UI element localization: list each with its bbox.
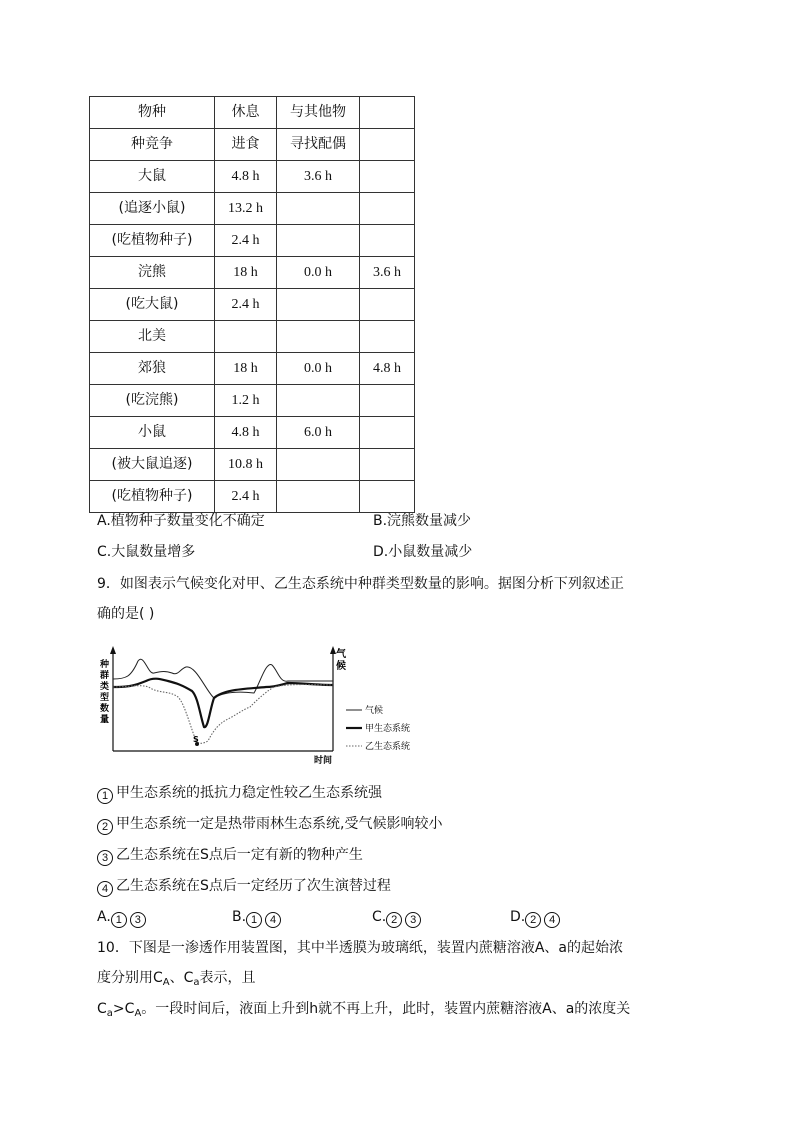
- table-row: [90, 289, 415, 321]
- table-cell: [360, 129, 415, 161]
- table-cell: 13.2 h: [215, 193, 277, 225]
- option-letter: D.: [510, 909, 526, 925]
- q9-figure: [96, 643, 436, 768]
- text: C: [97, 1001, 107, 1017]
- statement-text: 甲生态系统一定是热带雨林生态系统,受气候影响较小: [116, 816, 443, 832]
- figure-ylabel-right: [336, 647, 347, 672]
- circled-number: 3: [97, 850, 113, 866]
- table-cell: 北美: [90, 321, 215, 353]
- q10-stem-line2: [97, 968, 256, 993]
- table-row: [90, 257, 415, 289]
- text: 。一段时间后，液面上升到h就不再上升，此时，装置内蔗糖溶液A、a的浓度关: [141, 1001, 631, 1017]
- circled-number: 2: [386, 912, 402, 928]
- text: >C: [112, 1001, 135, 1017]
- text: 表示，且: [199, 970, 256, 986]
- table-cell: (吃浣熊): [90, 385, 215, 417]
- svg-text:候: 候: [336, 661, 346, 672]
- figure-ylabel: [99, 658, 109, 725]
- q9-statement-2: [97, 814, 442, 835]
- table-cell: [360, 225, 415, 257]
- table-cell: 种竞争: [90, 129, 215, 161]
- ylabel-char: 群: [100, 671, 110, 681]
- circled-number: 2: [97, 819, 113, 835]
- table-cell: 4.8 h: [360, 353, 415, 385]
- table-cell: [360, 193, 415, 225]
- figure-xlabel: 时间: [314, 756, 333, 766]
- table-cell: [277, 225, 360, 257]
- table-cell: 0.0 h: [277, 353, 360, 385]
- table-cell: (吃植物种子): [90, 225, 215, 257]
- table-row: [90, 321, 415, 353]
- table-cell: 18 h: [215, 257, 277, 289]
- circled-number: 4: [265, 912, 281, 928]
- legend-ecosystem-a: 甲生态系统: [365, 724, 411, 734]
- table-cell: [360, 161, 415, 193]
- circled-number: 1: [111, 912, 127, 928]
- table-row: [90, 353, 415, 385]
- table-cell: 与其他物: [277, 97, 360, 129]
- table-cell: 寻找配偶: [277, 129, 360, 161]
- table-cell: 10.8 h: [215, 449, 277, 481]
- table-cell: 4.8 h: [215, 417, 277, 449]
- q8-option-b: B.浣熊数量减少: [373, 513, 472, 529]
- circled-number: 4: [97, 881, 113, 897]
- table-row: [90, 417, 415, 449]
- table-row: [90, 97, 415, 129]
- table-cell: [360, 449, 415, 481]
- table-cell: (被大鼠追逐): [90, 449, 215, 481]
- subscript: a: [193, 977, 200, 988]
- table-cell: 3.6 h: [277, 161, 360, 193]
- table-cell: [277, 289, 360, 321]
- ylabel-char: 类: [100, 682, 110, 692]
- table-row: [90, 161, 415, 193]
- activity-time-table: [89, 96, 415, 513]
- statement-text: 乙生态系统在S点后一定有新的物种产生: [116, 847, 363, 863]
- q9-statement-4: [97, 876, 391, 897]
- svg-text:气: 气: [336, 649, 346, 660]
- statement-text: 乙生态系统在S点后一定经历了次生演替过程: [116, 878, 391, 894]
- table-cell: [360, 97, 415, 129]
- table-cell: 小鼠: [90, 417, 215, 449]
- ylabel-char: 数: [100, 704, 110, 714]
- table-cell: [360, 385, 415, 417]
- statement-text: 甲生态系统的抵抗力稳定性较乙生态系统强: [116, 785, 382, 801]
- table-cell: 休息: [215, 97, 277, 129]
- table-cell: 6.0 h: [277, 417, 360, 449]
- circled-number: 4: [544, 912, 560, 928]
- table-row: [90, 225, 415, 257]
- q8-option-c: C.大鼠数量增多: [97, 544, 196, 560]
- table-cell: [277, 385, 360, 417]
- ylabel-char: 种: [100, 660, 110, 670]
- table-cell: [360, 321, 415, 353]
- table-cell: [277, 321, 360, 353]
- subscript: a: [106, 1008, 113, 1019]
- table-cell: (追逐小鼠): [90, 193, 215, 225]
- circled-number: 2: [525, 912, 541, 928]
- q9-stem-line2: 确的是( ): [97, 606, 155, 622]
- ylabel-char: 量: [100, 715, 110, 725]
- legend-ecosystem-b: 乙生态系统: [365, 742, 411, 752]
- table-cell: (吃植物种子): [90, 481, 215, 513]
- table-row: [90, 129, 415, 161]
- text: 、C: [169, 970, 194, 986]
- table-cell: 大鼠: [90, 161, 215, 193]
- q9-statement-1: [97, 783, 382, 804]
- table-cell: 浣熊: [90, 257, 215, 289]
- table-cell: 2.4 h: [215, 481, 277, 513]
- table-row: [90, 481, 415, 513]
- table-cell: 物种: [90, 97, 215, 129]
- option-letter: B.: [232, 909, 247, 925]
- q9-stem-line1: 9．如图表示气候变化对甲、乙生态系统中种群类型数量的影响。据图分析下列叙述正: [97, 576, 624, 592]
- ecosystem-a-curve: [113, 679, 333, 727]
- s-point-label: S: [193, 735, 199, 744]
- q9-option-b: [232, 907, 284, 928]
- table-cell: 进食: [215, 129, 277, 161]
- q9-statement-3: [97, 845, 363, 866]
- option-letter: A.: [97, 909, 111, 925]
- table-cell: 18 h: [215, 353, 277, 385]
- table-cell: [277, 449, 360, 481]
- table-cell: 2.4 h: [215, 225, 277, 257]
- table-cell: 0.0 h: [277, 257, 360, 289]
- legend-climate: 气候: [365, 706, 384, 716]
- table-row: [90, 449, 415, 481]
- q10-stem-line3: [97, 999, 630, 1024]
- table-cell: [360, 289, 415, 321]
- option-letter: C.: [372, 909, 387, 925]
- table-row: [90, 193, 415, 225]
- table-cell: [360, 481, 415, 513]
- q9-option-a: [97, 907, 149, 928]
- table-cell: 郊狼: [90, 353, 215, 385]
- table-cell: [360, 417, 415, 449]
- table-cell: [215, 321, 277, 353]
- table-cell: (吃大鼠): [90, 289, 215, 321]
- table-cell: 1.2 h: [215, 385, 277, 417]
- table-cell: [277, 193, 360, 225]
- table-cell: [277, 481, 360, 513]
- circled-number: 3: [405, 912, 421, 928]
- table-cell: 4.8 h: [215, 161, 277, 193]
- figure-legend: [346, 704, 410, 752]
- circled-number: 3: [130, 912, 146, 928]
- table-row: [90, 385, 415, 417]
- table-cell: 3.6 h: [360, 257, 415, 289]
- subscript: A: [162, 977, 170, 988]
- circled-number: 1: [246, 912, 262, 928]
- q9-option-c: [372, 907, 424, 928]
- subscript: A: [134, 1008, 142, 1019]
- text: 度分别用C: [97, 970, 163, 986]
- circled-number: 1: [97, 788, 113, 804]
- left-axis-arrow: [110, 646, 116, 654]
- table-cell: 2.4 h: [215, 289, 277, 321]
- ylabel-char: 型: [100, 693, 110, 703]
- q8-option-d: D.小鼠数量减少: [373, 544, 473, 560]
- q10-stem-line1: 10．下图是一渗透作用装置图，其中半透膜为玻璃纸，装置内蔗糖溶液A、a的起始浓: [97, 940, 623, 956]
- q8-option-a: A.植物种子数量变化不确定: [97, 513, 265, 529]
- q9-option-d: [510, 907, 563, 928]
